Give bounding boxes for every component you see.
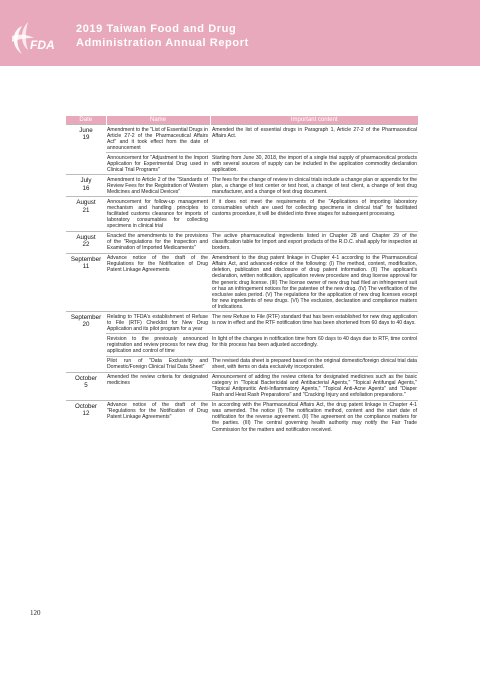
name-cell: Amendment to the "List of Essential Drugs in Article 27-2 of the Pharmaceutical Affairs Act" and it took effect from the date of announcement xyxy=(106,125,210,153)
logo-text: FDA xyxy=(30,38,55,52)
date-month: September xyxy=(70,314,102,322)
date-month: July xyxy=(80,177,92,185)
date-month: October xyxy=(74,402,97,410)
content-cell: The new Refuse to File (RTF) standard that has been established for new drug application is now in effect and the RTF notification time has been shortened from 60 days to 40 days. xyxy=(210,312,418,334)
date-cell xyxy=(66,334,106,356)
date-day: 11 xyxy=(82,263,90,271)
date-day: 20 xyxy=(82,321,90,329)
date-day: 5 xyxy=(84,381,88,389)
content-cell: In according with the Pharmaceutical Affairs Act, the drug patent linkage in Chapter 4-1 was amended. The notice (I) The notification method, content and the start date of notification for the reverse agreement. (II) The agreement on the compliance matters for the parties. (III) The central governing health authority may notify the Fair Trade Commission for the matters and notification received. xyxy=(212,402,417,433)
name-cell: Announcement for "Adjustment to the Import Application for Experimental Drug used in Clinical Trial Programs" xyxy=(106,153,210,175)
date-cell xyxy=(66,372,106,400)
date-month: August xyxy=(76,199,96,207)
date-cell xyxy=(66,231,106,253)
name-cell: Amended the review criteria for designated medicines xyxy=(106,372,210,400)
date-month: September xyxy=(70,255,102,263)
name-cell: Announcement for follow-up management mechanism and handling principles to facilitated customs clearance for imports of laboratory consumables for collecting specimens in clinical trial xyxy=(106,197,210,231)
name-cell: Revision to the previously announced registration and review process for new drug application and control of time xyxy=(106,334,210,356)
name-cell: Enacted the amendments to the provisions of the "Regulations for the Inspection and Examination of Imported Medicaments" xyxy=(106,231,210,253)
date-day: 22 xyxy=(82,240,90,248)
content-cell: Announcement of adding the review criteria for designated medicines such as the basic category in "Topical Bactericidal and Antibacterial Agents," "Topical Antifungal Agents," "Topical Antipruritic Anti-Inflammatory Agents," "Topical Anti-Acne Agents" and "Diaper Rash and Heat Rash Preparations" and "Cracking Injury and exfoliation preparations." xyxy=(210,372,418,400)
table-row xyxy=(66,197,418,231)
table-row xyxy=(66,372,418,400)
date-day: 19 xyxy=(82,134,90,142)
table-row xyxy=(66,253,418,311)
table-row xyxy=(66,400,418,434)
table-row xyxy=(66,334,418,356)
name-cell: Pilot run of "Data Exclusivity and Domestic/Foreign Clinical Trial Data Sheet" xyxy=(106,356,210,372)
regulations-table xyxy=(66,116,418,434)
page-number: 120 xyxy=(30,609,41,617)
name-cell: Amendment to Article 2 of the "Standards of Review Fees for the Registration of Western Medicines and Medical Devices" xyxy=(106,175,210,197)
fda-logo xyxy=(8,16,70,60)
date-month: June xyxy=(79,127,93,134)
date-day: 16 xyxy=(82,184,90,192)
date-cell xyxy=(66,400,106,434)
header-band xyxy=(0,0,480,66)
report-title-line1: 2019 Taiwan Food and Drug xyxy=(76,23,237,35)
date-month: August xyxy=(76,233,96,241)
name-cell: Relating to TFDA's establishment of Refuse to File (RTF) Checklist for New Drug Application and its pilot program for a year xyxy=(106,312,210,334)
table-row xyxy=(66,175,418,197)
table-row xyxy=(66,231,418,253)
date-cell xyxy=(66,197,106,231)
date-cell xyxy=(66,153,106,175)
report-title xyxy=(76,22,249,50)
date-cell xyxy=(66,312,106,334)
content-cell: Starting from June 30, 2018, the import of a single trial supply of pharmaceutical products with several sources of supply can be included in the application commodity declaration application. xyxy=(210,153,418,175)
content-cell: Amended the list of essential drugs in Paragraph 1, Article 27-2 of the Pharmaceutical Affairs Act. xyxy=(210,125,418,153)
content-cell: The fees for the change of review in clinical trials include a change plan or appendix for the plan, a change of test center or test host, a change of test client, a change of test drug manufacturer, and a change of test drug document. xyxy=(210,175,418,197)
content-cell: The active pharmaceutical ingredients listed in Chapter 28 and Chapter 29 of the classification table for Import and export products of the R.O.C. shall apply for inspection at borders. xyxy=(210,231,418,253)
report-title-line2: Administration Annual Report xyxy=(76,37,249,49)
table-row xyxy=(66,356,418,372)
table-row xyxy=(66,125,418,153)
date-month: October xyxy=(74,374,97,382)
content-cell: If it does not meet the requirements of the "Applications of importing laboratory consumables which are used for collecting specimens in clinical trial" for facilitated customs procedure, it will be divided into three stages for subsequent processing. xyxy=(210,197,418,231)
column-header-name: Name xyxy=(106,116,210,125)
table-header-row xyxy=(66,116,418,125)
column-header-date: Date xyxy=(66,116,106,125)
date-cell xyxy=(66,356,106,372)
date-day: 21 xyxy=(82,206,90,214)
date-cell xyxy=(66,125,106,153)
date-cell xyxy=(66,175,106,197)
date-cell xyxy=(66,253,106,311)
content-cell: Amendment to the drug patent linkage in Chapter 4-1 according to the Pharmaceutical Affairs Act, and advanced-notice of the following: (I) The method, content, modification, deletion, publication and disclosure of drug patent information. (II) The applicant's declaration, written notification, application review procedure and drug license approval for the generic drug license. (III) The license owner of new drug had filed an infringement suit or has an infringement notices for the patentee of the new drug. (IV) The verification of the exclusive sales period. (V) The regulations for the application of new drug licenses except for new ingredients of new drugs. (VI) The exclusion, declaration and compliance matters of Indications. xyxy=(210,253,418,311)
content-cell: In light of the changes in notification time from 60 days to 40 days due to RTF, time control for this process has been adjusted accordingly. xyxy=(210,334,418,356)
name-cell: Advance notice of the draft of the "Regulations for the Notification of Drug Patent Linkage Agreements" xyxy=(106,400,210,434)
date-day: 12 xyxy=(82,410,90,418)
column-header-content: Important content xyxy=(210,116,418,125)
table-row xyxy=(66,153,418,175)
content-cell: The revised data sheet is prepared based on the original domestic/foreign clinical trial data sheet, with items on data exclusivity incorporated. xyxy=(210,356,418,372)
table-row xyxy=(66,312,418,334)
name-cell: Advance notice of the draft of the Regulations for the Notification of Drug Patent Linkage Agreements xyxy=(106,253,210,311)
